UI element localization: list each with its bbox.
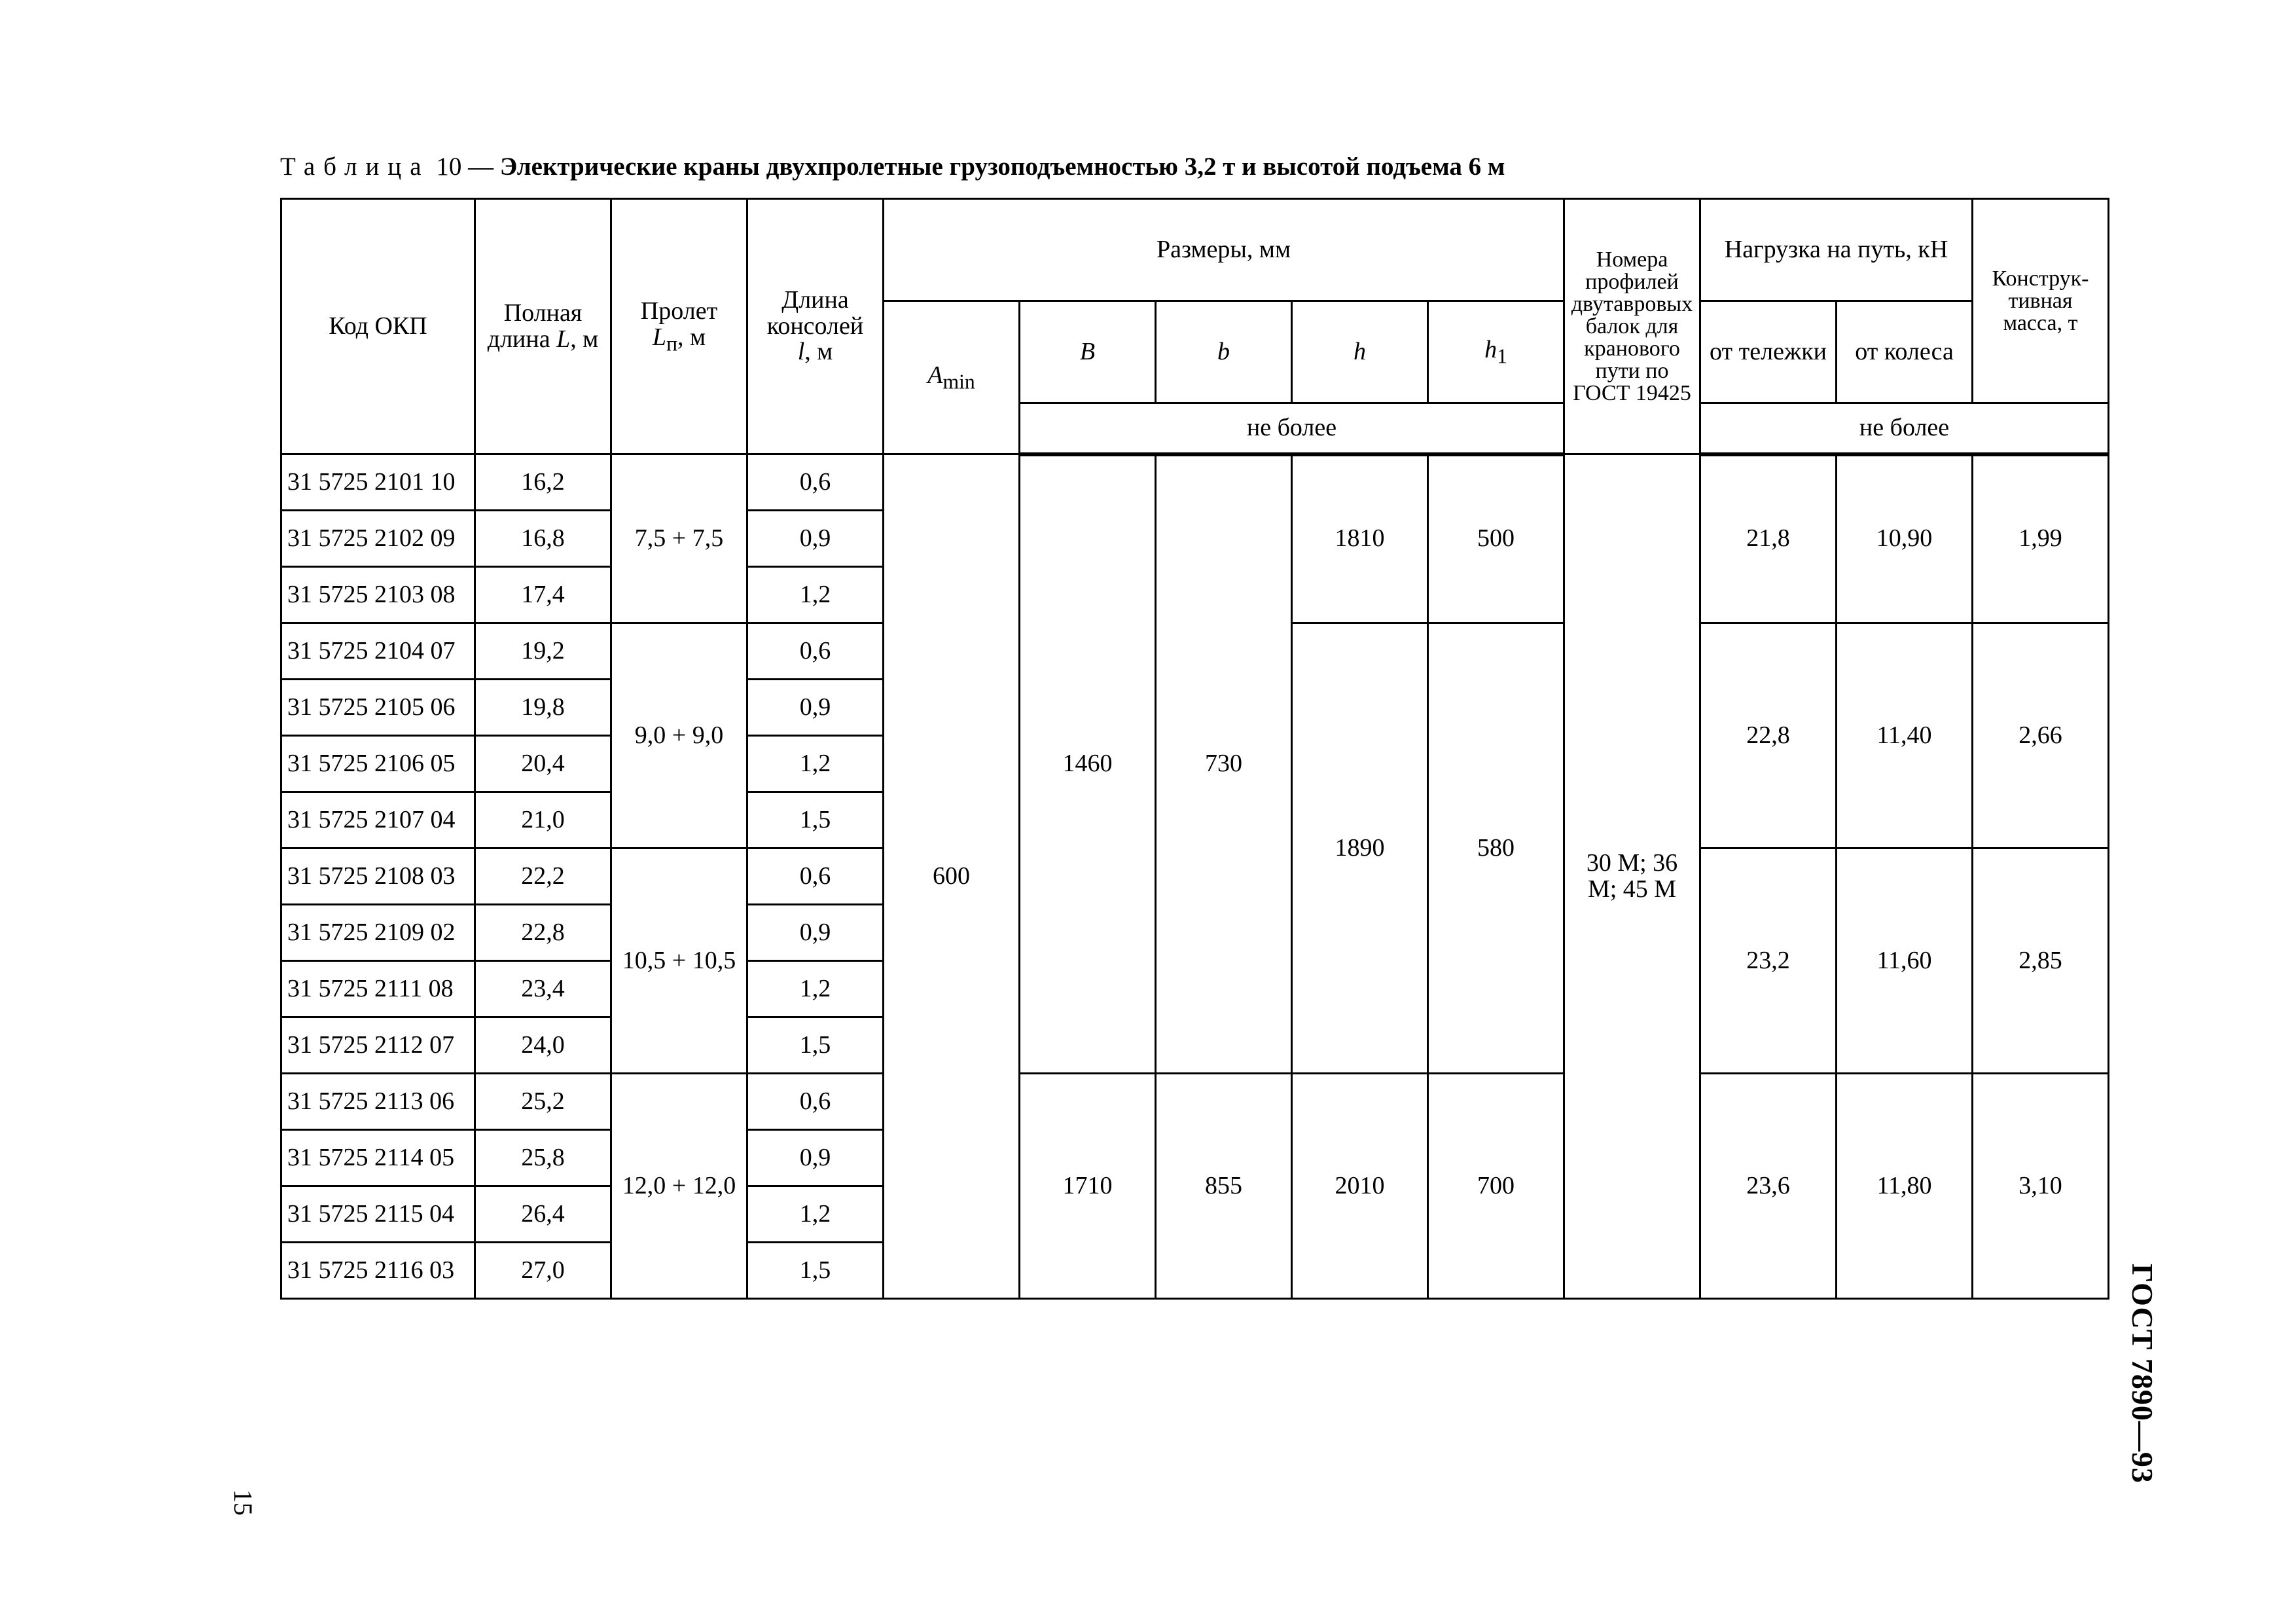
full-length: 26,4 (475, 1186, 611, 1243)
full-length: 20,4 (475, 736, 611, 792)
header-b-big: B (1020, 301, 1156, 403)
mass-value: 1,99 (1973, 454, 2109, 623)
header-load: Нагрузка на путь, кН (1700, 199, 1973, 301)
load-wheel-value: 10,90 (1837, 454, 1973, 623)
console-length: 1,2 (747, 961, 884, 1017)
console-length: 1,5 (747, 1243, 884, 1299)
span-value: 7,5 + 7,5 (611, 454, 747, 623)
console-length: 1,2 (747, 567, 884, 623)
header-span: Пролет $L_п$, м (611, 199, 747, 454)
amin-value: 600 (884, 454, 1020, 1299)
full-length: 19,8 (475, 680, 611, 736)
okp-code: 31 5725 2114 05 (281, 1130, 475, 1186)
load-trolley-value: 22,8 (1700, 623, 1837, 848)
header-profiles: Номера профилей двутавровых балок для кранового пути по ГОСТ 19425 (1564, 199, 1700, 454)
console-length: 0,9 (747, 905, 884, 961)
mass-value: 3,10 (1973, 1074, 2109, 1299)
h-value: 2010 (1292, 1074, 1428, 1299)
full-length: 19,2 (475, 623, 611, 680)
okp-code: 31 5725 2101 10 (281, 454, 475, 511)
header-mass: Конструк-тивная масса, т (1973, 199, 2109, 403)
full-length: 22,8 (475, 905, 611, 961)
header-amin: $A_{min}$ (884, 301, 1020, 454)
page-number: 15 (228, 1489, 258, 1516)
okp-code: 31 5725 2112 07 (281, 1017, 475, 1074)
full-length: 16,8 (475, 511, 611, 567)
header-max-load: не более (1700, 403, 2109, 454)
full-length: 24,0 (475, 1017, 611, 1074)
full-length: 17,4 (475, 567, 611, 623)
crane-table (280, 198, 2109, 1300)
b-big-value: 1710 (1020, 1074, 1156, 1299)
console-length: 0,6 (747, 623, 884, 680)
full-length: 25,2 (475, 1074, 611, 1130)
h-value: 1890 (1292, 623, 1428, 1074)
span-value: 9,0 + 9,0 (611, 623, 747, 848)
header-code: Код ОКП (281, 199, 475, 454)
header-load-wheel: от колеса (1837, 301, 1973, 403)
header-max-dims: не более (1020, 403, 1564, 454)
h1-value: 580 (1428, 623, 1564, 1074)
load-wheel-value: 11,40 (1837, 623, 1973, 848)
load-wheel-value: 11,60 (1837, 848, 1973, 1074)
full-length: 22,2 (475, 848, 611, 905)
b-big-value: 1460 (1020, 454, 1156, 1074)
h1-value: 500 (1428, 454, 1564, 623)
header-console: Длина консолей l, м (747, 199, 884, 454)
console-length: 0,6 (747, 454, 884, 511)
load-trolley-value: 23,2 (1700, 848, 1837, 1074)
console-length: 1,2 (747, 1186, 884, 1243)
span-value: 10,5 + 10,5 (611, 848, 747, 1074)
h-value: 1810 (1292, 454, 1428, 623)
profiles-value: 30 М; 36 М; 45 М (1564, 454, 1700, 1299)
okp-code: 31 5725 2103 08 (281, 567, 475, 623)
okp-code: 31 5725 2105 06 (281, 680, 475, 736)
okp-code: 31 5725 2109 02 (281, 905, 475, 961)
console-length: 0,9 (747, 511, 884, 567)
okp-code: 31 5725 2107 04 (281, 792, 475, 848)
console-length: 1,5 (747, 1017, 884, 1074)
console-length: 1,2 (747, 736, 884, 792)
okp-code: 31 5725 2113 06 (281, 1074, 475, 1130)
mass-value: 2,85 (1973, 848, 2109, 1074)
mass-value: 2,66 (1973, 623, 2109, 848)
full-length: 25,8 (475, 1130, 611, 1186)
caption-number: 10 — (436, 153, 494, 181)
header-b-small: b (1156, 301, 1292, 403)
b-small-value: 855 (1156, 1074, 1292, 1299)
table-caption (280, 152, 1505, 181)
b-small-value: 730 (1156, 454, 1292, 1074)
okp-code: 31 5725 2104 07 (281, 623, 475, 680)
okp-code: 31 5725 2108 03 (281, 848, 475, 905)
okp-code: 31 5725 2115 04 (281, 1186, 475, 1243)
okp-code: 31 5725 2102 09 (281, 511, 475, 567)
header-dimensions: Размеры, мм (884, 199, 1564, 301)
console-length: 1,5 (747, 792, 884, 848)
span-value: 12,0 + 12,0 (611, 1074, 747, 1299)
load-trolley-value: 21,8 (1700, 454, 1837, 623)
okp-code: 31 5725 2116 03 (281, 1243, 475, 1299)
full-length: 21,0 (475, 792, 611, 848)
full-length: 16,2 (475, 454, 611, 511)
header-length: Полная длина L, м (475, 199, 611, 454)
okp-code: 31 5725 2106 05 (281, 736, 475, 792)
caption-title: Электрические краны двухпролетные грузоподъемностью 3,2 т и высотой подъема 6 м (499, 153, 1505, 181)
console-length: 0,9 (747, 1130, 884, 1186)
load-wheel-value: 11,80 (1837, 1074, 1973, 1299)
console-length: 0,6 (747, 1074, 884, 1130)
standard-id: ГОСТ 7890—93 (2126, 1264, 2159, 1484)
h1-value: 700 (1428, 1074, 1564, 1299)
header-h1: $h_1$ (1428, 301, 1564, 403)
console-length: 0,6 (747, 848, 884, 905)
header-h: h (1292, 301, 1428, 403)
full-length: 27,0 (475, 1243, 611, 1299)
okp-code: 31 5725 2111 08 (281, 961, 475, 1017)
full-length: 23,4 (475, 961, 611, 1017)
load-trolley-value: 23,6 (1700, 1074, 1837, 1299)
caption-prefix: Таблица (280, 153, 430, 181)
console-length: 0,9 (747, 680, 884, 736)
header-load-trolley: от тележки (1700, 301, 1837, 403)
